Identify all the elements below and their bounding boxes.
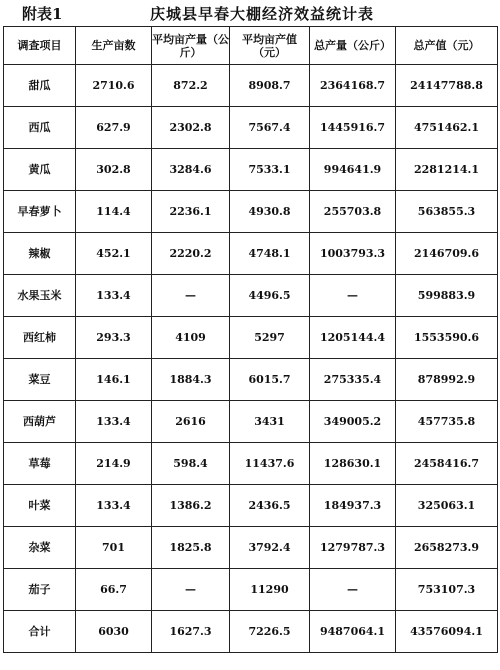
total-value-cell: 878992.9 — [396, 359, 498, 401]
item-name-cell: 西瓜 — [4, 107, 76, 149]
total-value-cell: 2146709.6 — [396, 233, 498, 275]
area-cell: 214.9 — [76, 443, 152, 485]
total-yield-cell: 255703.8 — [310, 191, 396, 233]
header-total-value: 总产值（元） — [396, 27, 498, 65]
area-cell: 452.1 — [76, 233, 152, 275]
total-yield-cell: 1205144.4 — [310, 317, 396, 359]
area-cell: 146.1 — [76, 359, 152, 401]
avg-value-cell: 11437.6 — [230, 443, 310, 485]
table-row — [4, 191, 498, 233]
total-value-cell: 753107.3 — [396, 569, 498, 611]
total-value-cell: 24147788.8 — [396, 65, 498, 107]
area-cell: 114.4 — [76, 191, 152, 233]
avg-yield-cell: 598.4 — [152, 443, 230, 485]
total-value-cell: 563855.3 — [396, 191, 498, 233]
total-yield-cell: 184937.3 — [310, 485, 396, 527]
table-row — [4, 569, 498, 611]
item-name-cell: 早春萝卜 — [4, 191, 76, 233]
avg-value-cell: 4748.1 — [230, 233, 310, 275]
table-row — [4, 107, 498, 149]
item-name-cell: 黄瓜 — [4, 149, 76, 191]
avg-yield-cell: 4109 — [152, 317, 230, 359]
item-name-cell: 西红柿 — [4, 317, 76, 359]
table-row — [4, 359, 498, 401]
header-avg-yield: 平均亩产量（公斤） — [152, 27, 230, 65]
total-value-cell: 325063.1 — [396, 485, 498, 527]
avg-yield-cell: 1627.3 — [152, 611, 230, 653]
table-row — [4, 485, 498, 527]
total-row — [4, 611, 498, 653]
total-yield-cell: 994641.9 — [310, 149, 396, 191]
area-cell: 133.4 — [76, 401, 152, 443]
table-row — [4, 275, 498, 317]
total-yield-cell: 1279787.3 — [310, 527, 396, 569]
area-cell: 302.8 — [76, 149, 152, 191]
item-name-cell: 叶菜 — [4, 485, 76, 527]
avg-value-cell: 7226.5 — [230, 611, 310, 653]
avg-value-cell: 5297 — [230, 317, 310, 359]
item-name-cell: 菜豆 — [4, 359, 76, 401]
avg-value-cell: 7567.4 — [230, 107, 310, 149]
total-yield-cell: 9487064.1 — [310, 611, 396, 653]
table-row — [4, 149, 498, 191]
item-name-cell: 西葫芦 — [4, 401, 76, 443]
table-row — [4, 443, 498, 485]
table-number: 附表1 — [22, 5, 63, 23]
item-name-cell: 辣椒 — [4, 233, 76, 275]
total-value-cell: 1553590.6 — [396, 317, 498, 359]
avg-value-cell: 4930.8 — [230, 191, 310, 233]
avg-value-cell: 4496.5 — [230, 275, 310, 317]
header-avg-value: 平均亩产值（元） — [230, 27, 310, 65]
area-cell: 627.9 — [76, 107, 152, 149]
item-name-cell: 杂菜 — [4, 527, 76, 569]
area-cell: 293.3 — [76, 317, 152, 359]
header-row — [4, 27, 498, 65]
avg-yield-cell: 2236.1 — [152, 191, 230, 233]
avg-yield-cell: 3284.6 — [152, 149, 230, 191]
avg-value-cell: 8908.7 — [230, 65, 310, 107]
page-title: 庆城县早春大棚经济效益统计表 — [150, 5, 375, 23]
table-row — [4, 233, 498, 275]
total-value-cell: 599883.9 — [396, 275, 498, 317]
avg-yield-cell: 2220.2 — [152, 233, 230, 275]
item-name-cell: 合计 — [4, 611, 76, 653]
area-cell: 701 — [76, 527, 152, 569]
avg-value-cell: 6015.7 — [230, 359, 310, 401]
table-row — [4, 317, 498, 359]
area-cell: 6030 — [76, 611, 152, 653]
avg-yield-cell: 1884.3 — [152, 359, 230, 401]
table-row — [4, 527, 498, 569]
table-row — [4, 65, 498, 107]
total-value-cell: 2658273.9 — [396, 527, 498, 569]
total-yield-cell: 2364168.7 — [310, 65, 396, 107]
avg-value-cell: 2436.5 — [230, 485, 310, 527]
item-name-cell: 甜瓜 — [4, 65, 76, 107]
total-value-cell: 4751462.1 — [396, 107, 498, 149]
avg-value-cell: 3431 — [230, 401, 310, 443]
table-body — [4, 65, 498, 653]
header-item: 调查项目 — [4, 27, 76, 65]
statistics-table — [3, 26, 498, 653]
avg-value-cell: 7533.1 — [230, 149, 310, 191]
avg-value-cell: 3792.4 — [230, 527, 310, 569]
total-yield-cell: 1003793.3 — [310, 233, 396, 275]
avg-yield-cell: 1386.2 — [152, 485, 230, 527]
area-cell: 66.7 — [76, 569, 152, 611]
total-yield-cell: 1445916.7 — [310, 107, 396, 149]
item-name-cell: 水果玉米 — [4, 275, 76, 317]
header-area: 生产亩数 — [76, 27, 152, 65]
total-yield-cell: 128630.1 — [310, 443, 396, 485]
item-name-cell: 茄子 — [4, 569, 76, 611]
table-row — [4, 401, 498, 443]
total-value-cell: 2281214.1 — [396, 149, 498, 191]
total-yield-cell: — — [310, 275, 396, 317]
total-yield-cell: 275335.4 — [310, 359, 396, 401]
area-cell: 133.4 — [76, 485, 152, 527]
avg-yield-cell: 2616 — [152, 401, 230, 443]
title-bar — [0, 0, 500, 26]
area-cell: 133.4 — [76, 275, 152, 317]
total-yield-cell: — — [310, 569, 396, 611]
avg-yield-cell: — — [152, 275, 230, 317]
avg-yield-cell: 2302.8 — [152, 107, 230, 149]
item-name-cell: 草莓 — [4, 443, 76, 485]
avg-yield-cell: 872.2 — [152, 65, 230, 107]
total-yield-cell: 349005.2 — [310, 401, 396, 443]
total-value-cell: 457735.8 — [396, 401, 498, 443]
total-value-cell: 2458416.7 — [396, 443, 498, 485]
total-value-cell: 43576094.1 — [396, 611, 498, 653]
header-total-yield: 总产量（公斤） — [310, 27, 396, 65]
avg-value-cell: 11290 — [230, 569, 310, 611]
area-cell: 2710.6 — [76, 65, 152, 107]
avg-yield-cell: 1825.8 — [152, 527, 230, 569]
avg-yield-cell: — — [152, 569, 230, 611]
